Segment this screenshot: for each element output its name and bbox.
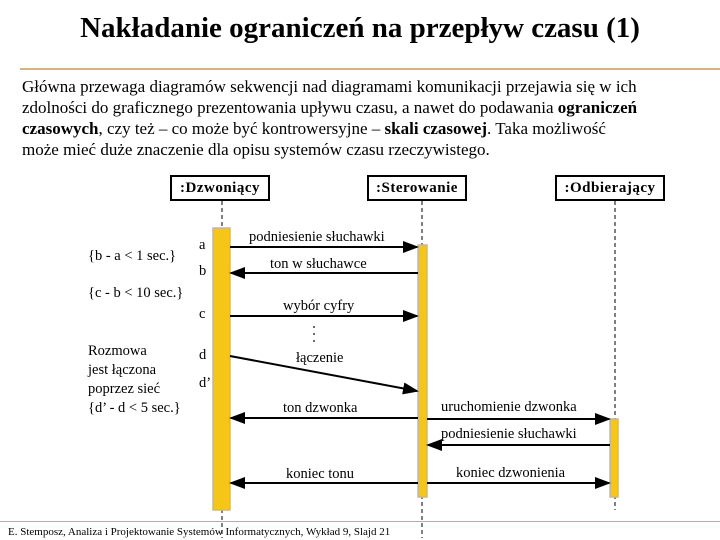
footer-divider [0,521,720,522]
activation-caller [213,228,230,510]
message-label-m2: ton w słuchawce [270,256,367,272]
time-mark-a: a [199,237,206,253]
emphasized-text: ograniczeń [557,98,638,117]
paragraph-text: Główna przewaga diagramów sekwencji nad diagramami komunikacji przejawia się w ich [22,77,637,96]
message-label-m9: koniec dzwonienia [456,465,566,481]
message-label-m8: koniec tonu [286,466,355,482]
activation-receiver [610,419,618,497]
message-label-m1: podniesienie słuchawki [249,229,385,245]
paragraph-text: , czy też – co może być kontrowersyjne – [98,119,385,138]
constraint-d-prime-d: {d’ - d < 5 sec.} [88,400,181,416]
message-label-m7: podniesienie słuchawki [441,426,577,442]
emphasized-text: czasowych [22,119,99,138]
slide-title: Nakładanie ograniczeń na przepływ czasu (1) [80,12,640,44]
message-label-m6: uruchomienie dzwonka [441,399,577,415]
message-label-m4: łączenie [296,350,344,366]
constraint-c-b: {c - b < 10 sec.} [88,285,184,301]
object-receiver: :Odbierający [555,175,665,201]
emphasized-text: skali czasowej [384,119,488,138]
note-line-2: jest łączona [88,362,157,378]
object-controller: :Sterowanie [367,175,467,201]
time-mark-d-prime: d’ [199,375,212,391]
note-line-3: poprzez sieć [88,381,161,397]
time-mark-b: b [199,263,207,279]
message-label-m5: ton dzwonka [283,400,358,416]
time-mark-d: d [199,347,207,363]
continuation-dots [313,326,315,342]
constraint-b-a: {b - a < 1 sec.} [88,248,177,264]
activation-controller [418,245,427,497]
time-mark-c: c [199,306,206,322]
message-label-m3: wybór cyfry [283,298,355,314]
note-line-1: Rozmowa [88,343,147,359]
paragraph-text: . Taka możliwość [487,119,606,138]
footer-text: E. Stemposz, Analiza i Projektowanie Systemów Informatycznych, Wykład 9, Slajd 21 [8,526,391,538]
paragraph-text: może mieć duże znaczenie dla opisu systemów czasu rzeczywistego. [22,140,490,159]
object-caller: :Dzwoniący [170,175,270,201]
paragraph-text: zdolności do graficznego prezentowania upływu czasu, a nawet do podawania [22,98,558,117]
